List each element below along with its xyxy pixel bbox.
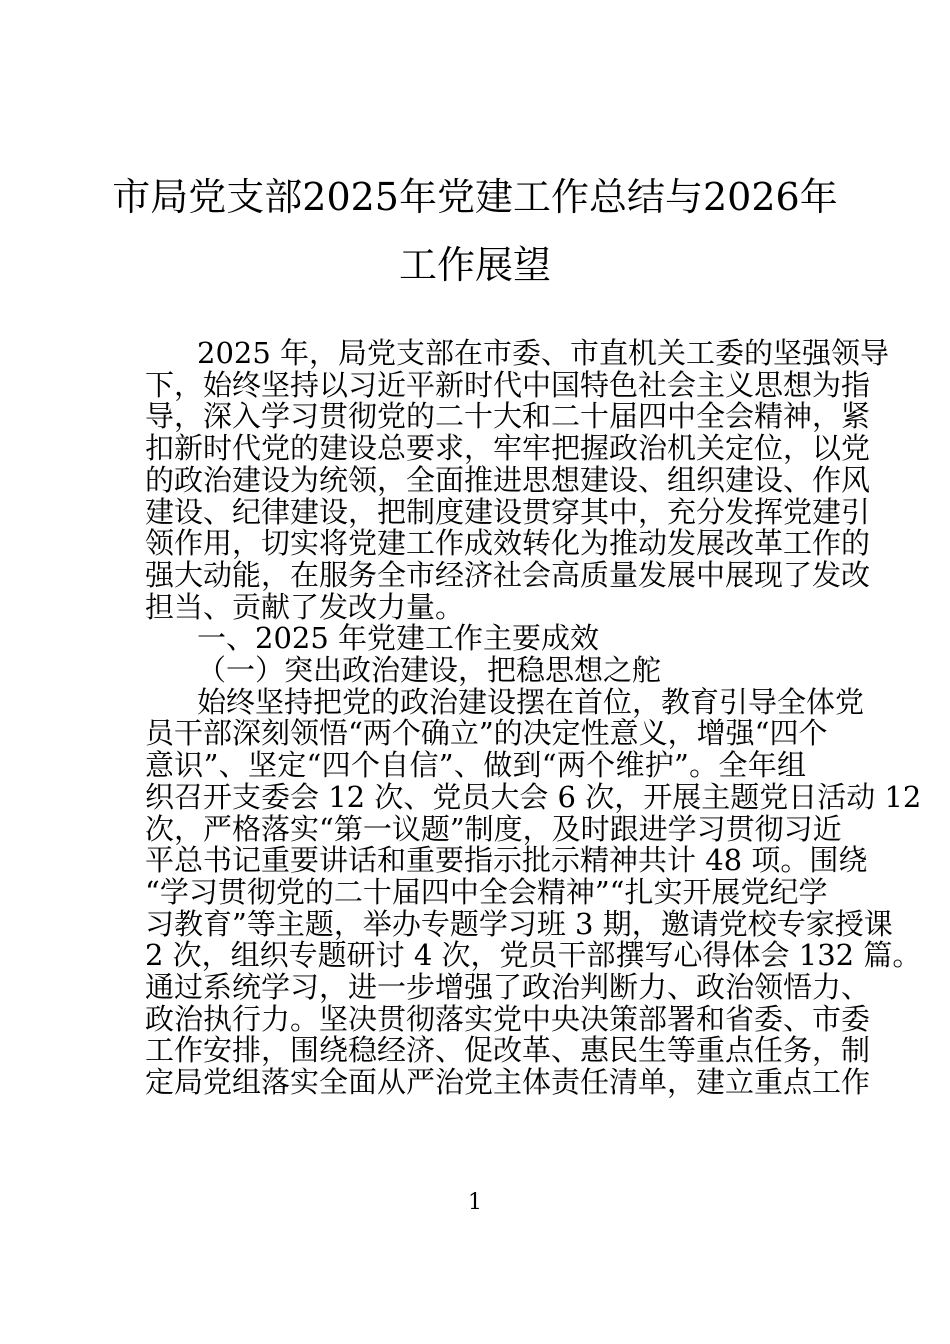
paragraph-line: 下，始终坚持以习近平新时代中国特色社会主义思想为指	[145, 367, 871, 402]
paragraph-line: 通过系统学习，进一步增强了政治判断力、政治领悟力、	[145, 970, 871, 1004]
paragraph-line: 次，严格落实“第一议题”制度，及时跟进学习贯彻习近	[145, 811, 842, 846]
paragraph-line: 2 次，组织专题研讨 4 次，党员干部撰写心得体会 132 篇。	[145, 938, 922, 973]
paragraph-line: 2025 年，局党支部在市委、市直机关工委的坚强领导	[197, 336, 890, 370]
heading-text: 一、2025 年党建工作主要成效	[197, 621, 600, 656]
paragraph-line: 建设、纪律建设，把制度建设贯穿其中，充分发挥党建引	[145, 494, 871, 529]
paragraph-line: “学习贯彻党的二十届四中全会精神”“扎实开展党纪学	[145, 874, 828, 909]
paragraph-line: 政治执行力。坚决贯彻落实党中央决策部署和省委、市委	[145, 1001, 871, 1036]
paragraph-line: 织召开支委会 12 次、党员大会 6 次，开展主题党日活动 12	[145, 779, 922, 814]
paragraph-line: 平总书记重要讲话和重要指示批示精神共计 48 项。围绕	[145, 843, 868, 878]
paragraph-line: 习教育”等主题，举办专题学习班 3 期，邀请党校专家授课	[145, 906, 893, 941]
paragraph-line: 定局党组落实全面从严治党主体责任清单，建立重点工作	[145, 1065, 871, 1100]
document-title-line-1: 市局党支部2025年党建工作总结与2026年	[112, 175, 838, 219]
paragraph-line: 工作安排，围绕稳经济、促改革、惠民生等重点任务，制	[145, 1033, 871, 1068]
page-number: 1	[468, 1190, 482, 1215]
paragraph-line: 扣新时代党的建设总要求，牢牢把握政治机关定位，以党	[145, 431, 871, 466]
paragraph-line: 意识”、坚定“四个自信”、做到“两个维护”。全年组	[145, 748, 806, 783]
paragraph-line: 领作用，切实将党建工作成效转化为推动发展改革工作的	[145, 526, 871, 561]
paragraph-line: 强大动能，在服务全市经济社会高质量发展中展现了发改	[145, 557, 871, 592]
subheading-text: （一）突出政治建设，把稳思想之舵	[197, 653, 662, 687]
paragraph-line: 员干部深刻领悟“两个确立”的决定性意义，增强“四个	[145, 716, 828, 751]
paragraph-line: 始终坚持把党的政治建设摆在首位，教育引导全体党	[197, 684, 865, 719]
paragraph-line: 担当、贡献了发改力量。	[145, 589, 465, 624]
document-title-line-2: 工作展望	[398, 243, 551, 287]
paragraph-line: 导，深入学习贯彻党的二十大和二十届四中全会精神，紧	[145, 399, 871, 434]
paragraph-line: 的政治建设为统领，全面推进思想建设、组织建设、作风	[145, 462, 871, 497]
